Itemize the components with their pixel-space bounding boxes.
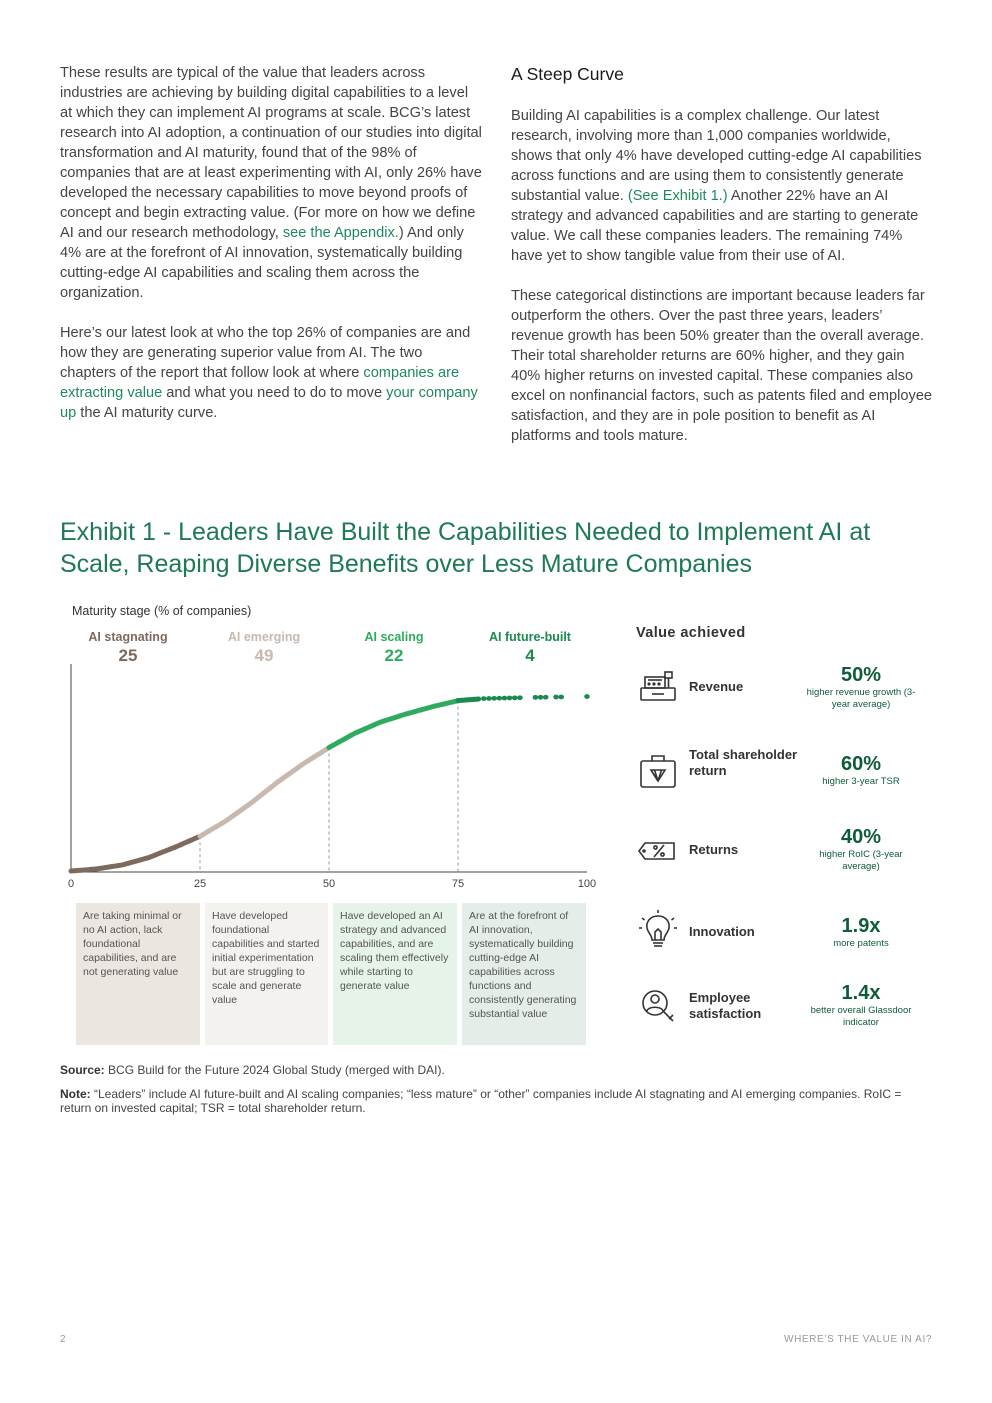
x-tick-label: 75: [451, 878, 465, 890]
stage-box-scaling: Have developed an AI strategy and advanced capabilities, and are scaling them effectively while starting to generate value: [333, 903, 457, 1045]
exhibit-1-link[interactable]: (See Exhibit 1.): [627, 188, 728, 204]
paragraph-2: Here’s our latest look at who the top 26% of companies are and how they are generating superior value from AI. The two chapters of the report that follow look at where companies are extracting value and what you need to do to move your company up the AI maturity curve.: [60, 325, 478, 421]
cash-register-icon: [636, 664, 680, 708]
metric-big: 40%: [840, 826, 882, 848]
metric-sub: more patents: [833, 938, 889, 949]
employee-search-icon: [636, 984, 680, 1028]
note-line: Note: “Leaders” include AI future-built and AI scaling companies; “less mature” or “other” companies include AI stagnating and AI emerging companies. RoIC = return on invested capital; TSR = total shareholder return.: [60, 1087, 902, 1115]
x-tick-label: 0: [67, 878, 75, 890]
stage-box-future-built: Are at the forefront of AI innovation, systematically building cutting-edge AI capabilities across functions and consistently generating substantial value: [462, 903, 586, 1045]
metric-sub: higher revenue growth (3-year average): [806, 687, 916, 710]
curve-point: [584, 694, 590, 699]
paragraph-3: Building AI capabilities is a complex challenge. Our latest research, involving more than 1,000 companies worldwide, shows that only 4% have developed cutting-edge AI capabilities across functions and are using them to consistently generate substantial value. (See Exhibit 1.) Another 22% have an AI strategy and advanced capabilities and are starting to generate value. We call these companies leaders. The remaining 74% have yet to show tangible value from their use of AI.: [511, 108, 922, 264]
metric-value-employee-satisfaction: [806, 981, 916, 1029]
paragraph-1: These results are typical of the value that leaders across industries are achieving by building digital capabilities to a level at which they can implement AI programs at scale. BCG’s latest research into AI adoption, a continuation of our studies into digital transformation and AI maturity, found that of the 98% of companies that are at least experimenting with AI, only 26% have developed the necessary capabilities to move beyond proofs of concept and begin extracting value. (For more on how we define AI and our research methodology, see the Appendix.) And only 4% are at the forefront of AI innovation, systematically building cutting-edge AI capabilities and scaling them across the organization.: [60, 65, 482, 301]
stage-share: 49: [254, 646, 274, 665]
metric-value-tsr: [806, 752, 916, 788]
metric-sub: higher RoIC (3-year average): [819, 849, 903, 872]
lightbulb-icon: [636, 908, 680, 952]
paragraph-4: These categorical distinctions are important because leaders far outperform the others. Over the past three years, leaders’ revenue growth has been 50% greater than the overall average. Their total shareholder returns are 60% higher, and they gain 40% higher returns on invested capital. These companies also excel on nonfinancial factors, such as patents filed and employee satisfaction, and they are in pole position to benefit as AI platforms and tools mature.: [511, 288, 933, 444]
metric-label-tsr: Total shareholder return: [689, 747, 798, 778]
exhibit-title: Exhibit 1 - Leaders Have Built the Capabilities Needed to Implement AI at Scale, Reaping Diverse Benefits over Less Mature Companies: [60, 518, 871, 578]
curve-point: [533, 695, 539, 700]
metric-sub: better overall Glassdoor indicator: [810, 1005, 912, 1028]
source-line: Source: BCG Build for the Future 2024 Global Study (merged with DAI).: [60, 1063, 445, 1077]
metric-big: 1.9x: [841, 915, 881, 937]
metric-label-employee-satisfaction: Employee satisfaction: [689, 990, 762, 1021]
curve-segment: [71, 836, 200, 871]
metric-big: 50%: [840, 664, 882, 686]
metric-big: 60%: [840, 753, 882, 775]
stage-name: AI scaling: [364, 630, 424, 644]
curve-point: [512, 695, 518, 700]
companies-extracting-value-link[interactable]: companies are extracting value: [60, 365, 460, 401]
curve-point: [481, 696, 487, 701]
x-tick-label: 50: [322, 878, 336, 890]
your-company-up-link[interactable]: your company up: [60, 385, 478, 421]
section-heading: A Steep Curve: [511, 64, 624, 84]
x-tick-label: 100: [577, 878, 597, 890]
curve-point: [507, 696, 513, 701]
curve-segment: [329, 701, 458, 748]
x-tick-label: 25: [193, 878, 207, 890]
metric-value-revenue: [806, 663, 916, 711]
curve-point: [553, 695, 559, 700]
curve-point: [543, 695, 549, 700]
curve-point: [491, 696, 497, 701]
value-achieved-title: Value achieved: [636, 625, 746, 641]
page-number: 2: [60, 1334, 66, 1345]
stage-share: 22: [384, 646, 404, 665]
metric-label-returns: Returns: [689, 842, 739, 857]
curve-point: [486, 696, 492, 701]
running-title: WHERE’S THE VALUE IN AI?: [784, 1334, 932, 1345]
curve-point: [496, 696, 502, 701]
metric-label-innovation: Innovation: [689, 924, 755, 939]
metric-sub: higher 3-year TSR: [822, 776, 900, 787]
briefcase-diamond-icon: [636, 750, 680, 794]
stage-share: 25: [118, 646, 138, 665]
curve-point: [538, 695, 544, 700]
chart-caption: Maturity stage (% of companies): [72, 604, 252, 618]
stage-name: AI stagnating: [88, 630, 168, 644]
curve-point: [502, 696, 508, 701]
stage-share: 4: [525, 646, 535, 665]
curve-segment: [458, 699, 479, 701]
curve-segment: [200, 748, 329, 837]
stage-name: AI future-built: [489, 630, 571, 644]
metric-value-innovation: [806, 914, 916, 950]
stage-box-emerging: Have developed foundational capabilities and started initial experimentation but are struggling to scale and generate value: [205, 903, 328, 1045]
stage-box-stagnating: Are taking minimal or no AI action, lack foundational capabilities, and are not generating value: [76, 903, 200, 1045]
metric-big: 1.4x: [841, 982, 881, 1004]
metric-label-revenue: Revenue: [689, 679, 744, 694]
percent-tag-icon: [636, 829, 680, 873]
curve-point: [558, 695, 564, 700]
appendix-link[interactable]: see the Appendix.: [282, 225, 399, 241]
metric-value-returns: [806, 825, 916, 873]
curve-point: [517, 695, 523, 700]
stage-name: AI emerging: [227, 630, 301, 644]
